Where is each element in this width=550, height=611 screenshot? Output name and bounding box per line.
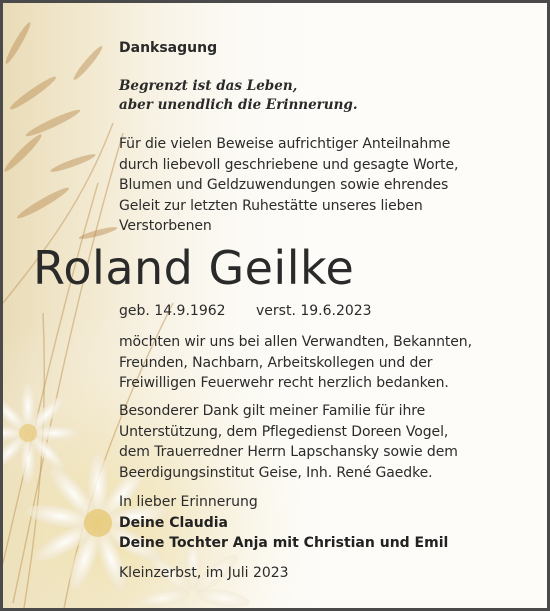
obituary-text: [3, 3, 550, 611]
text-line: Unterstützung, dem Pflegedienst Doreen Vogel,: [119, 423, 449, 440]
intro-paragraph: [119, 134, 458, 237]
signature-block: [119, 492, 448, 554]
birth-date: geb. 14.9.1962: [119, 303, 226, 319]
text-line: durch liebevoll geschriebene und gesagte Worte,: [119, 156, 459, 173]
closing-phrase: In lieber Erinnerung: [119, 494, 258, 510]
place-date: Kleinzerbst, im Juli 2023: [119, 565, 289, 581]
text-line: dem Trauerredner Herrn Lapschansky sowie dem: [119, 444, 458, 460]
special-thanks-paragraph: [119, 401, 458, 483]
text-line: Blumen und Geldzuwendungen sowie ehrendes: [119, 177, 449, 193]
text-line: Beerdigungsinstitut Geise, Inh. René Gaedke.: [119, 464, 433, 481]
death-date: verst. 19.6.2023: [256, 303, 372, 319]
text-line: Für die vielen Beweise aufrichtiger Anteilnahme: [119, 136, 451, 152]
text-line: Geleit zur letzten Ruhestätte unseres lieben: [119, 197, 423, 214]
life-dates: [119, 303, 372, 319]
motto-line: Begrenzt ist das Leben,: [119, 78, 298, 94]
signatory: Deine Claudia: [119, 514, 229, 531]
motto-verse: [119, 77, 358, 115]
notice-heading: Danksagung: [119, 40, 218, 56]
text-line: Freunden, Nachbarn, Arbeitskollegen und der: [119, 354, 433, 371]
thanks-paragraph: [119, 332, 472, 394]
deceased-name: Roland Geilke: [33, 241, 355, 295]
text-line: Verstorbenen: [119, 218, 212, 234]
motto-line: aber unendlich die Erinnerung.: [119, 97, 358, 113]
signatory: Deine Tochter Anja mit Christian und Emil: [119, 535, 449, 551]
text-line: möchten wir uns bei allen Verwandten, Bekannten,: [119, 334, 472, 350]
text-line: Freiwilligen Feuerwehr recht herzlich bedanken.: [119, 375, 449, 391]
text-line: Besonderer Dank gilt meiner Familie für ihre: [119, 403, 426, 419]
